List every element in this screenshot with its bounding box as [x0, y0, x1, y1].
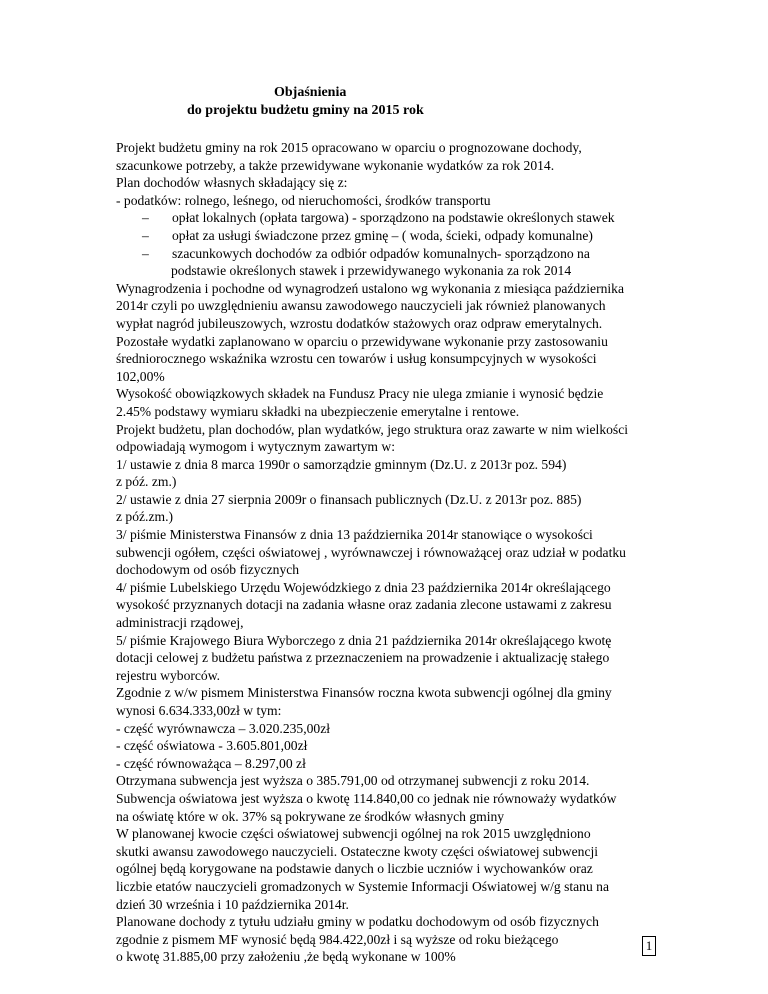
- body-line: 2.45% podstawy wymiaru składki na ubezpieczenie emerytalne i rentowe.: [116, 403, 520, 419]
- body-line: na oświatę które w ok. 37% są pokrywane ze środków własnych gminy: [116, 808, 505, 824]
- body-line: liczbie etatów nauczycieli gromadzonych w Systemie Informacji Oświatowej w/g stanu na: [116, 878, 609, 894]
- dash-item-continuation: podstawie określonych stawek i przewidywanego wykonania za rok 2014: [171, 263, 572, 279]
- body-line: Subwencja oświatowa jest wyższa o kwotę 114.840,00 co jednak nie równoważy wydatków: [116, 790, 617, 806]
- body-line: subwencji ogółem, części oświatowej , wyrównawczej i równoważącej oraz udział w podatku: [116, 544, 626, 560]
- body-line: szacunkowe potrzeby, a także przewidywane wykonanie wydatków za rok 2014.: [116, 157, 555, 173]
- body-line: wynosi 6.634.333,00zł w tym:: [116, 703, 282, 718]
- body-line: - podatków: rolnego, leśnego, od nieruchomości, środków transportu: [116, 192, 491, 208]
- dash-item-text: opłat lokalnych (opłata targowa) - sporządzono na podstawie określonych stawek: [172, 210, 615, 226]
- document-subtitle: do projektu budżetu gminy na 2015 rok: [187, 103, 424, 118]
- body-line: rejestru wyborców.: [116, 667, 221, 683]
- body-line: wypłat nagród jubileuszowych, wzrostu dodatków stażowych oraz odpraw emerytalnych.: [116, 315, 603, 331]
- dash-item-text: szacunkowych dochodów za odbiór odpadów komunalnych- sporządzono na: [172, 245, 590, 261]
- body-line: zgodnie z pismem MF wynosić będą 984.422,00zł i są wyższe od roku bieżącego: [116, 931, 559, 947]
- page-number: 1: [642, 936, 656, 956]
- body-line: 5/ piśmie Krajowego Biura Wyborczego z dnia 21 października 2014r określającego kwotę: [116, 632, 612, 648]
- dash-bullet: –: [142, 245, 149, 261]
- body-line: dotacji celowej z budżetu państwa z przeznaczeniem na prowadzenie i aktualizację stałego: [116, 650, 610, 666]
- body-line: dochodowym od osób fizycznych: [116, 562, 300, 578]
- body-line: 102,00%: [116, 368, 165, 384]
- dash-list-item: [116, 227, 716, 245]
- body-line: ogólnej będą korygowane na podstawie danych o liczbie uczniów i wychowanków oraz: [116, 861, 593, 877]
- dash-item-text: opłat za usługi świadczone przez gminę – ( woda, ścieki, odpady komunalne): [172, 227, 593, 243]
- body-line: Wysokość obowiązkowych składek na Fundusz Pracy nie ulega zmianie i wynosić będzie: [116, 386, 604, 402]
- body-line: z póź.zm.): [116, 509, 173, 525]
- body-line: W planowanej kwocie części oświatowej subwencji ogólnej na rok 2015 uwzględniono: [116, 826, 591, 842]
- body-line: 2014r czyli po uwzględnieniu awansu zawodowego nauczycieli jak również planowanych: [116, 298, 606, 314]
- body-line: Projekt budżetu, plan dochodów, plan wydatków, jego struktura oraz zawarte w nim wielkości: [116, 421, 629, 437]
- body-line: z póź. zm.): [116, 474, 177, 490]
- body-line: Projekt budżetu gminy na rok 2015 opracowano w oparciu o prognozowane dochody,: [116, 140, 582, 155]
- body-line: odpowiadają wymogom i wytycznym zawartym w:: [116, 439, 395, 455]
- body-line: administracji rządowej,: [116, 615, 244, 631]
- body-line: Pozostałe wydatki zaplanowano w oparciu o przewidywane wykonanie przy zastosowaniu: [116, 333, 608, 349]
- body-line: 1/ ustawie z dnia 8 marca 1990r o samorządzie gminnym (Dz.U. z 2013r poz. 594): [116, 456, 567, 472]
- dash-bullet: –: [142, 210, 149, 226]
- dash-list-item: [116, 209, 716, 227]
- body-line: Zgodnie z w/w pismem Ministerstwa Finansów roczna kwota subwencji ogólnej dla gminy: [116, 685, 612, 701]
- body-line: dzień 30 września i 10 października 2014r.: [116, 896, 349, 912]
- body-line: - część oświatowa - 3.605.801,00zł: [116, 738, 308, 754]
- body-line: skutki awansu zawodowego nauczycieli. Ostateczne kwoty części oświatowej subwencji: [116, 843, 599, 859]
- body-line: Otrzymana subwencja jest wyższa o 385.791,00 od otrzymanej subwencji z roku 2014.: [116, 773, 590, 789]
- body-line: - część wyrównawcza – 3.020.235,00zł: [116, 720, 331, 736]
- body-line: - część równoważąca – 8.297,00 zł: [116, 755, 306, 771]
- body-line: 4/ piśmie Lubelskiego Urzędu Wojewódzkiego z dnia 23 października 2014r określającego: [116, 579, 611, 595]
- body-line: wysokość przyznanych dotacji na zadania własne oraz zadania zlecone ustawami z zakresu: [116, 597, 612, 613]
- body-line: Plan dochodów własnych składający się z:: [116, 175, 348, 191]
- body-line: 3/ piśmie Ministerstwa Finansów z dnia 13 października 2014r stanowiące o wysokości: [116, 527, 593, 543]
- document-body: [116, 139, 716, 966]
- dash-bullet: –: [142, 227, 149, 243]
- document-title: Objaśnienia: [274, 85, 347, 100]
- body-line: 2/ ustawie z dnia 27 sierpnia 2009r o finansach publicznych (Dz.U. z 2013r poz. 885): [116, 491, 582, 507]
- body-line: średniorocznego wskaźnika wzrostu cen towarów i usług konsumpcyjnych w wysokości: [116, 351, 597, 367]
- body-line: Planowane dochody z tytułu udziału gminy w podatku dochodowym od osób fizycznych: [116, 914, 599, 930]
- body-paragraphs: [116, 280, 716, 966]
- body-line: o kwotę 31.885,00 przy założeniu ,że będą wykonane w 100%: [116, 949, 456, 965]
- dash-list-item: [116, 245, 716, 263]
- body-line: Wynagrodzenia i pochodne od wynagrodzeń ustalono wg wykonania z miesiąca października: [116, 280, 625, 296]
